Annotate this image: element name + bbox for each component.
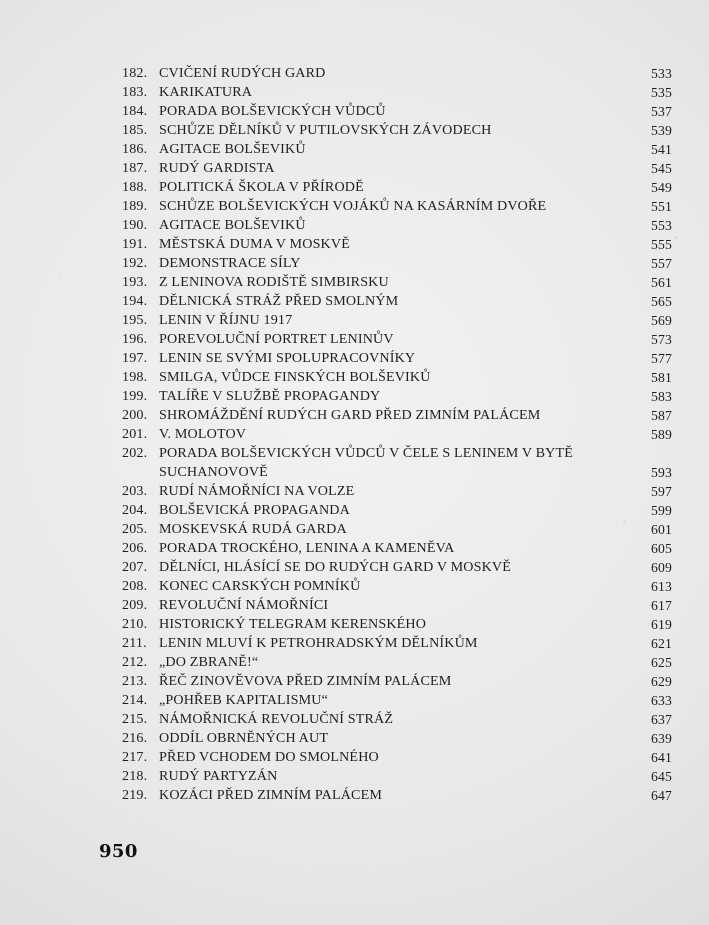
entry-page: 553 [651, 218, 672, 233]
entry-number: 188. [122, 179, 148, 195]
entry-number: 190. [122, 217, 148, 233]
entry-page: 619 [651, 617, 672, 632]
entry-title: „DO ZBRANĚ!“ [159, 654, 259, 670]
entry-number: 198. [122, 369, 148, 385]
toc-entry [122, 520, 672, 539]
toc-entry [122, 482, 672, 501]
entry-page: 641 [651, 750, 672, 765]
entry-title: SCHŮZE BOLŠEVICKÝCH VOJÁKŮ NA KASÁRNÍM DVOŘE [159, 198, 547, 214]
entry-page: 621 [651, 636, 672, 651]
entry-page: 577 [651, 351, 672, 366]
entry-title: MĚSTSKÁ DUMA V MOSKVĚ [159, 236, 350, 252]
entry-page: 581 [651, 370, 672, 385]
entry-page: 573 [651, 332, 672, 347]
entry-page: 593 [651, 465, 672, 480]
entry-number: 204. [122, 502, 148, 518]
entry-page: 583 [651, 389, 672, 404]
entry-page: 565 [651, 294, 672, 309]
entry-number: 214. [122, 692, 148, 708]
toc-entry [122, 140, 672, 159]
entry-title: DEMONSTRACE SÍLY [159, 255, 301, 271]
entry-title: PORADA TROCKÉHO, LENINA A KAMENĚVA [159, 540, 455, 556]
toc-entry [122, 197, 672, 216]
entry-number: 206. [122, 540, 148, 556]
entry-page: 629 [651, 674, 672, 689]
toc-entry [122, 83, 672, 102]
toc-entry [122, 767, 672, 786]
toc-entry [122, 653, 672, 672]
toc-entry [122, 311, 672, 330]
entry-number: 203. [122, 483, 148, 499]
entry-number: 189. [122, 198, 148, 214]
entry-number: 209. [122, 597, 148, 613]
toc-entry [122, 425, 672, 444]
toc-entry [122, 786, 672, 805]
entry-page: 569 [651, 313, 672, 328]
entry-title: PORADA BOLŠEVICKÝCH VŮDCŮ [159, 103, 386, 119]
entry-page: 535 [651, 85, 672, 100]
entry-page: 545 [651, 161, 672, 176]
entry-title: AGITACE BOLŠEVIKŮ [159, 141, 306, 157]
entry-page: 589 [651, 427, 672, 442]
entry-title: Z LENINOVA RODIŠTĚ SIMBIRSKU [159, 274, 389, 290]
entry-title: PŘED VCHODEM DO SMOLNÉHO [159, 749, 379, 765]
entry-page: 555 [651, 237, 672, 252]
toc-entry [122, 691, 672, 710]
entry-page: 599 [651, 503, 672, 518]
entry-title: NÁMOŘNICKÁ REVOLUČNÍ STRÁŽ [159, 711, 394, 727]
entry-title: RUDÝ GARDISTA [159, 160, 275, 176]
toc-entry-continuation [122, 463, 672, 482]
toc-entry [122, 615, 672, 634]
entry-page: 613 [651, 579, 672, 594]
entry-number: 194. [122, 293, 148, 309]
entry-title: PORADA BOLŠEVICKÝCH VŮDCŮ V ČELE S LENINEM V BYTĚ [159, 445, 574, 461]
entry-title: KONEC CARSKÝCH POMNÍKŮ [159, 578, 361, 594]
entry-title: KARIKATURA [159, 84, 253, 100]
toc-entry [122, 710, 672, 729]
entry-number: 195. [122, 312, 148, 328]
entry-number: 191. [122, 236, 148, 252]
toc-entry [122, 539, 672, 558]
toc-entry [122, 349, 672, 368]
toc-entry [122, 406, 672, 425]
toc-entry [122, 729, 672, 748]
entry-number: 208. [122, 578, 148, 594]
entry-title: TALÍŘE V SLUŽBĚ PROPAGANDY [159, 388, 381, 404]
entry-number: 213. [122, 673, 148, 689]
entry-page: 597 [651, 484, 672, 499]
paper-speck [58, 273, 60, 275]
entry-page: 537 [651, 104, 672, 119]
entry-title: POREVOLUČNÍ PORTRET LENINŮV [159, 331, 394, 347]
toc-entry [122, 577, 672, 596]
entry-number: 211. [122, 635, 147, 651]
entry-title: V. MOLOTOV [159, 426, 247, 442]
toc-entry [122, 273, 672, 292]
toc-entry [122, 501, 672, 520]
toc-entry [122, 444, 672, 463]
toc-entry [122, 387, 672, 406]
entry-title: SUCHANOVOVĚ [159, 464, 268, 480]
entry-page: 637 [651, 712, 672, 727]
entry-page: 557 [651, 256, 672, 271]
entry-title: DĚLNICKÁ STRÁŽ PŘED SMOLNÝM [159, 293, 399, 309]
entry-number: 199. [122, 388, 148, 404]
entry-title: LENIN V ŘÍJNU 1917 [159, 312, 293, 328]
entry-number: 184. [122, 103, 148, 119]
entry-page: 645 [651, 769, 672, 784]
entry-title: AGITACE BOLŠEVIKŮ [159, 217, 306, 233]
entry-title: HISTORICKÝ TELEGRAM KERENSKÉHO [159, 616, 427, 632]
entry-page: 605 [651, 541, 672, 556]
entry-number: 217. [122, 749, 148, 765]
toc-entry [122, 368, 672, 387]
entry-title: ŘEČ ZINOVĚVOVA PŘED ZIMNÍM PALÁCEM [159, 673, 452, 689]
entry-title: DĚLNÍCI, HLÁSÍCÍ SE DO RUDÝCH GARD V MOSKVĚ [159, 559, 512, 575]
paper-speck [675, 236, 678, 239]
entry-title: POLITICKÁ ŠKOLA V PŘÍRODĚ [159, 179, 364, 195]
entry-page: 587 [651, 408, 672, 423]
entry-page: 539 [651, 123, 672, 138]
entry-title: CVIČENÍ RUDÝCH GARD [159, 65, 326, 81]
toc-entry [122, 64, 672, 83]
entry-number: 186. [122, 141, 148, 157]
toc-entry [122, 748, 672, 767]
entry-title: MOSKEVSKÁ RUDÁ GARDA [159, 521, 347, 537]
entry-number: 212. [122, 654, 148, 670]
entry-page: 639 [651, 731, 672, 746]
entry-title: SMILGA, VŮDCE FINSKÝCH BOLŠEVIKŮ [159, 369, 431, 385]
toc-entry [122, 596, 672, 615]
entry-page: 549 [651, 180, 672, 195]
entry-title: RUDÍ NÁMOŘNÍCI NA VOLZE [159, 483, 355, 499]
entry-page: 617 [651, 598, 672, 613]
entry-number: 187. [122, 160, 148, 176]
entry-number: 197. [122, 350, 148, 366]
entry-number: 196. [122, 331, 148, 347]
page-number-footer: 950 [99, 841, 138, 862]
entry-page: 541 [651, 142, 672, 157]
entry-number: 192. [122, 255, 148, 271]
entry-title: KOZÁCI PŘED ZIMNÍM PALÁCEM [159, 787, 383, 803]
entry-page: 647 [651, 788, 672, 803]
entry-number: 215. [122, 711, 148, 727]
toc-entry [122, 634, 672, 653]
entry-number: 185. [122, 122, 148, 138]
entry-number: 216. [122, 730, 148, 746]
entry-title: RUDÝ PARTYZÁN [159, 768, 278, 784]
toc-entry [122, 330, 672, 349]
entry-number: 193. [122, 274, 148, 290]
entry-number: 200. [122, 407, 148, 423]
toc-entry [122, 121, 672, 140]
entry-number: 207. [122, 559, 148, 575]
entry-number: 210. [122, 616, 148, 632]
toc-entry [122, 216, 672, 235]
entry-number: 205. [122, 521, 148, 537]
table-of-contents [122, 64, 672, 805]
entry-title: LENIN MLUVÍ K PETROHRADSKÝM DĚLNÍKŮM [159, 635, 478, 651]
entry-title: SCHŮZE DĚLNÍKŮ V PUTILOVSKÝCH ZÁVODECH [159, 122, 492, 138]
entry-page: 625 [651, 655, 672, 670]
entry-title: REVOLUČNÍ NÁMOŘNÍCI [159, 597, 329, 613]
entry-title: „POHŘEB KAPITALISMU“ [159, 692, 329, 708]
toc-entry [122, 254, 672, 273]
entry-title: ODDÍL OBRNĚNÝCH AUT [159, 730, 329, 746]
toc-entry [122, 558, 672, 577]
entry-page: 633 [651, 693, 672, 708]
toc-entry [122, 159, 672, 178]
toc-entry [122, 102, 672, 121]
toc-entry [122, 178, 672, 197]
toc-entry [122, 672, 672, 691]
entry-number: 218. [122, 768, 148, 784]
entry-page: 609 [651, 560, 672, 575]
entry-number: 202. [122, 445, 148, 461]
entry-page: 601 [651, 522, 672, 537]
entry-page: 551 [651, 199, 672, 214]
entry-number: 183. [122, 84, 148, 100]
entry-number: 182. [122, 65, 148, 81]
entry-page: 561 [651, 275, 672, 290]
entry-title: SHROMÁŽDĚNÍ RUDÝCH GARD PŘED ZIMNÍM PALÁCEM [159, 407, 541, 423]
toc-entry [122, 292, 672, 311]
toc-entry [122, 235, 672, 254]
entry-title: LENIN SE SVÝMI SPOLUPRACOVNÍKY [159, 350, 416, 366]
entry-title: BOLŠEVICKÁ PROPAGANDA [159, 502, 350, 518]
entry-page: 533 [651, 66, 672, 81]
entry-number: 201. [122, 426, 148, 442]
entry-number: 219. [122, 787, 148, 803]
